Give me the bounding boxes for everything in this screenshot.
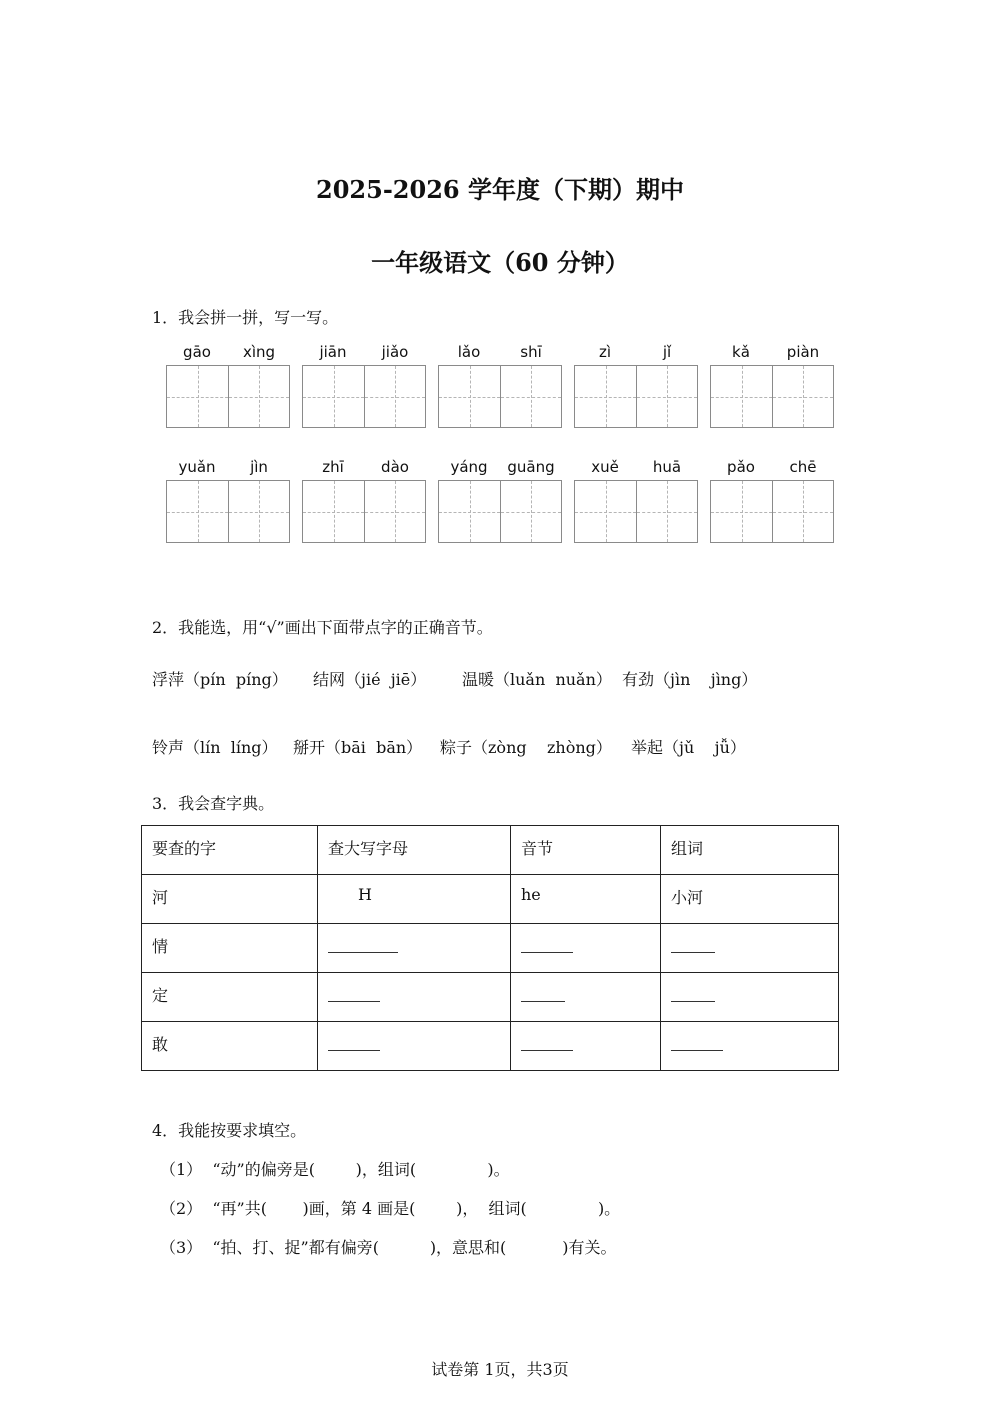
- pinyin-label: kǎ: [732, 343, 750, 361]
- page-subtitle: 一年级语文（60 分钟）: [371, 248, 629, 277]
- pinyin-label: jiǎo: [381, 343, 409, 361]
- column-header: 查大写字母: [318, 826, 511, 875]
- pinyin-label: yuǎn: [178, 458, 216, 476]
- syllable-cell: [511, 1022, 661, 1071]
- question-4-heading: 4．我能按要求填空。: [152, 1121, 307, 1140]
- writing-cell[interactable]: [772, 366, 833, 427]
- table-row: [142, 924, 839, 973]
- fill-in-item: （1） “动”的偏旁是( )，组词( )。: [160, 1160, 510, 1179]
- writing-cell[interactable]: [167, 366, 228, 427]
- syllable-cell: [511, 973, 661, 1022]
- page-footer: 试卷第 1页，共3页: [431, 1360, 569, 1379]
- writing-grid: [166, 480, 290, 543]
- table-row: [142, 875, 839, 924]
- word-cell: [661, 1022, 839, 1071]
- option-item[interactable]: 温暖（luǎn nuǎn）: [462, 670, 612, 689]
- question-1-heading: 1．我会拼一拼，写一写。: [152, 308, 339, 327]
- column-header: 组词: [661, 826, 839, 875]
- letter-cell: [318, 875, 511, 924]
- question-2-heading: 2．我能选，用“√”画出下面带点字的正确音节。: [152, 618, 493, 637]
- pinyin-label: xìng: [242, 343, 276, 361]
- answer-blank[interactable]: [671, 1032, 723, 1051]
- pinyin-label: zhī: [322, 458, 344, 476]
- char-cell: 敢: [142, 1022, 318, 1071]
- option-item[interactable]: 结网（jié jiē）: [313, 670, 427, 689]
- writing-cell[interactable]: [303, 481, 364, 542]
- writing-cell[interactable]: [303, 366, 364, 427]
- writing-cell[interactable]: [167, 481, 228, 542]
- pinyin-label: jìn: [250, 458, 268, 476]
- answer-blank[interactable]: [328, 1032, 380, 1051]
- writing-cell[interactable]: [575, 366, 636, 427]
- writing-cell[interactable]: [228, 366, 289, 427]
- pinyin-label: pǎo: [727, 458, 755, 476]
- writing-grid: [302, 480, 426, 543]
- letter-value: H: [358, 885, 372, 904]
- writing-grid: [302, 365, 426, 428]
- answer-blank[interactable]: [521, 1032, 573, 1051]
- pinyin-label: guāng: [507, 458, 555, 476]
- answer-blank[interactable]: [671, 983, 715, 1002]
- page-title: 2025-2026 学年度（下期）期中: [316, 175, 684, 204]
- pinyin-label: dào: [381, 458, 409, 476]
- pinyin-label: piàn: [786, 343, 820, 361]
- word-cell: 小河: [661, 875, 839, 924]
- question-3-heading: 3．我会查字典。: [152, 794, 275, 813]
- writing-grid: [574, 480, 698, 543]
- pinyin-label: chē: [789, 458, 817, 476]
- fill-in-item: （2） “再”共( )画，第 4 画是( )， 组词( )。: [160, 1199, 621, 1218]
- column-header: 音节: [511, 826, 661, 875]
- table-row: [142, 1022, 839, 1071]
- pinyin-label: huā: [652, 458, 682, 476]
- option-item[interactable]: 有劲（jìn jìng）: [622, 670, 758, 689]
- option-item[interactable]: 粽子（zòng zhòng）: [440, 738, 612, 757]
- answer-blank[interactable]: [328, 934, 398, 953]
- writing-cell[interactable]: [772, 481, 833, 542]
- writing-cell[interactable]: [711, 366, 772, 427]
- answer-blank[interactable]: [521, 934, 573, 953]
- table-header-row: [142, 826, 839, 875]
- pinyin-label: gāo: [183, 343, 211, 361]
- letter-cell: [318, 924, 511, 973]
- pinyin-label: zì: [598, 343, 612, 361]
- pinyin-label: lǎo: [457, 343, 481, 361]
- pinyin-label: jǐ: [662, 343, 672, 361]
- option-item[interactable]: 掰开（bāi bān）: [293, 738, 423, 757]
- answer-blank[interactable]: [671, 934, 715, 953]
- option-item[interactable]: 铃声（lín líng）: [152, 738, 278, 757]
- writing-grid: [710, 480, 834, 543]
- syllable-cell: [511, 924, 661, 973]
- letter-cell: [318, 1022, 511, 1071]
- writing-cell[interactable]: [711, 481, 772, 542]
- writing-grid: [438, 365, 562, 428]
- column-header: 要查的字: [142, 826, 318, 875]
- writing-cell[interactable]: [228, 481, 289, 542]
- writing-cell[interactable]: [364, 366, 425, 427]
- writing-grid: [574, 365, 698, 428]
- fill-in-item: （3） “拍、打、捉”都有偏旁( )，意思和( )有关。: [160, 1238, 617, 1257]
- writing-cell[interactable]: [575, 481, 636, 542]
- answer-blank[interactable]: [328, 983, 380, 1002]
- writing-cell[interactable]: [636, 481, 697, 542]
- option-item[interactable]: 举起（jǔ jǚ）: [631, 738, 746, 757]
- pinyin-label: jiān: [319, 343, 347, 361]
- syllable-cell: he: [511, 875, 661, 924]
- word-cell: [661, 924, 839, 973]
- dictionary-table: [141, 825, 839, 1071]
- char-cell: 情: [142, 924, 318, 973]
- writing-cell[interactable]: [500, 366, 561, 427]
- answer-blank[interactable]: [521, 983, 565, 1002]
- writing-grid: [710, 365, 834, 428]
- writing-cell[interactable]: [439, 366, 500, 427]
- table-row: [142, 973, 839, 1022]
- writing-cell[interactable]: [364, 481, 425, 542]
- writing-grid: [166, 365, 290, 428]
- writing-cell[interactable]: [636, 366, 697, 427]
- word-cell: [661, 973, 839, 1022]
- char-cell: 河: [142, 875, 318, 924]
- char-cell: 定: [142, 973, 318, 1022]
- option-item[interactable]: 浮萍（pín píng）: [152, 670, 288, 689]
- writing-cell[interactable]: [500, 481, 561, 542]
- letter-cell: [318, 973, 511, 1022]
- pinyin-label: xuě: [591, 458, 619, 476]
- pinyin-label: yáng: [450, 458, 488, 476]
- writing-cell[interactable]: [439, 481, 500, 542]
- writing-grid: [438, 480, 562, 543]
- pinyin-label: shī: [520, 343, 542, 361]
